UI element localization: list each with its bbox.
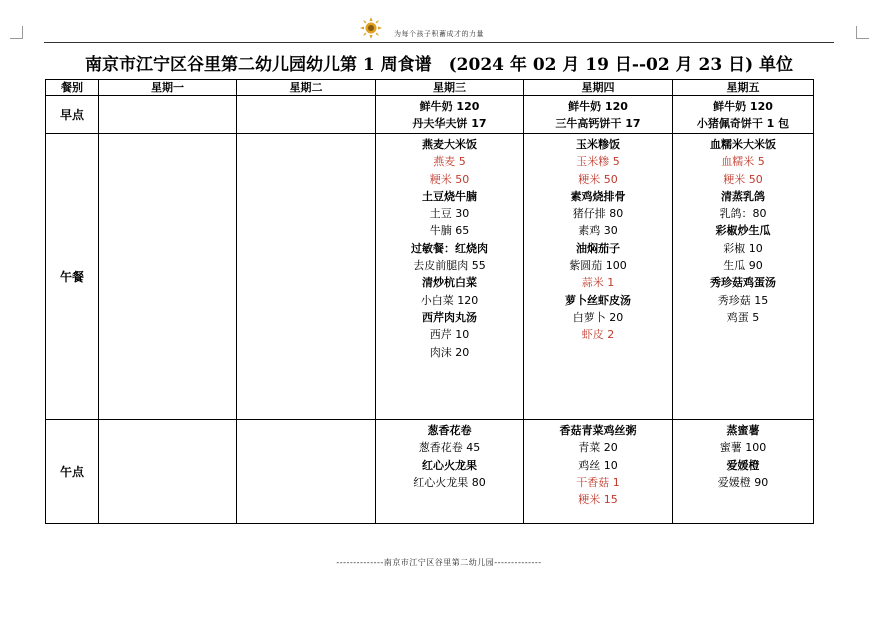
meal-label: 早点 [46, 96, 99, 134]
menu-cell [237, 96, 376, 134]
dish-name: 红心火龙果 [422, 458, 477, 472]
ingredient-line: 虾皮 2 [581, 328, 615, 342]
dish-name: 油焖茄子 [576, 241, 620, 255]
ingredient-line: 粳米 50 [723, 172, 763, 186]
ingredient-line: 肉沫 20 [429, 345, 470, 359]
table-row [46, 96, 814, 134]
ingredient-line: 粳米 15 [578, 493, 618, 507]
sun-logo-icon [360, 17, 382, 39]
menu-cell [524, 134, 673, 420]
menu-cell [99, 134, 237, 420]
dish-name: 萝卜丝虾皮汤 [565, 293, 631, 307]
ingredient-line: 玉米糁 5 [576, 155, 620, 169]
ingredient-line: 红心火龙果 80 [413, 475, 486, 489]
table-row [46, 134, 814, 420]
dish-name: 土豆烧牛腩 [422, 189, 477, 203]
menu-cell [99, 96, 237, 134]
menu-cell [524, 420, 673, 524]
header-rule [44, 42, 834, 43]
column-header: 星期二 [237, 80, 376, 96]
ingredient-line: 白萝卜 20 [572, 310, 624, 324]
table-row [46, 420, 814, 524]
menu-cell [376, 96, 524, 134]
ingredient-line: 鸡蛋 5 [726, 310, 760, 324]
column-header: 星期一 [99, 80, 237, 96]
ingredient-line: 秀珍菇 15 [717, 293, 769, 307]
dish-name: 鲜牛奶 120 [419, 100, 480, 113]
ingredient-line: 葱香花卷 45 [418, 441, 481, 455]
menu-cell [673, 134, 814, 420]
menu-cell [673, 96, 814, 134]
ingredient-line: 血糯米 5 [721, 155, 765, 169]
menu-cell [376, 134, 524, 420]
dish-name: 彩椒炒生瓜 [715, 224, 771, 238]
dish-name: 香菇青菜鸡丝粥 [559, 424, 637, 437]
ingredient-line: 牛腩 65 [429, 224, 470, 238]
dish-name: 葱香花卷 [427, 424, 472, 437]
page-footer: --------------南京市江宁区谷里第二幼儿园-------------- [336, 558, 542, 567]
menu-cell [99, 420, 237, 524]
ingredient-line: 干香菇 1 [576, 475, 620, 489]
meal-label: 午餐 [46, 134, 99, 420]
menu-cell [237, 134, 376, 420]
ingredient-line: 粳米 50 [578, 172, 618, 186]
column-header: 星期三 [376, 80, 524, 96]
meal-label: 午点 [46, 420, 99, 524]
dish-name: 丹夫华夫饼 17 [412, 117, 487, 131]
dish-name: 小猪佩奇饼干 1 包 [696, 117, 790, 131]
dish-name: 清炒杭白菜 [422, 276, 477, 290]
dish-name: 血糯米大米饭 [710, 138, 776, 151]
dish-name: 素鸡烧排骨 [570, 189, 626, 203]
menu-cell [524, 96, 673, 134]
ingredient-line: 素鸡 30 [578, 224, 618, 238]
ingredient-line: 小白菜 120 [420, 293, 479, 307]
page-title: 南京市江宁区谷里第二幼儿园幼儿第 1 周食谱 (2024 年 02 月 19 日--02 月 23 日) 单位 [84, 55, 794, 75]
dish-name: 燕麦大米饭 [422, 138, 477, 151]
ingredient-line: 去皮前腿肉 55 [413, 259, 486, 273]
dish-name: 爱媛橙 [726, 458, 760, 472]
ingredient-line: 爱媛橙 90 [717, 475, 769, 489]
ingredient-line: 蒜米 1 [581, 276, 615, 290]
ingredient-line: 青菜 20 [578, 441, 618, 455]
ingredient-line: 鸡丝 10 [578, 458, 618, 472]
ingredient-line: 燕麦 5 [433, 155, 466, 169]
table-header-row [46, 80, 814, 96]
ingredient-line: 土豆 30 [429, 207, 470, 221]
ingredient-line: 生瓜 90 [723, 259, 763, 273]
page-corner-mark-left [10, 26, 23, 39]
column-header: 星期四 [524, 80, 673, 96]
dish-name: 鲜牛奶 120 [568, 100, 628, 113]
dish-name: 清蒸乳鸽 [721, 189, 765, 203]
dish-name: 西芹肉丸汤 [422, 310, 477, 324]
ingredient-line: 猪仔排 80 [572, 207, 624, 221]
dish-name: 过敏餐：红烧肉 [411, 241, 488, 255]
menu-cell [673, 420, 814, 524]
ingredient-line: 紫圆茄 100 [569, 259, 627, 273]
header-slogan: 为每个孩子积蓄成才的力量 [394, 30, 484, 38]
page-corner-mark-right [856, 26, 869, 39]
dish-name: 玉米糁饭 [576, 138, 620, 151]
dish-name: 秀珍菇鸡蛋汤 [710, 276, 776, 290]
ingredient-line: 彩椒 10 [723, 241, 763, 255]
ingredient-line: 乳鸽：80 [719, 207, 767, 221]
ingredient-line: 蜜薯 100 [719, 441, 767, 455]
column-header: 餐别 [46, 80, 99, 96]
dish-name: 三牛高钙饼干 17 [555, 117, 641, 131]
ingredient-line: 西芹 10 [429, 328, 470, 342]
dish-name: 蒸蜜薯 [726, 424, 760, 437]
weekly-menu-table [45, 79, 814, 524]
menu-cell [376, 420, 524, 524]
menu-cell [237, 420, 376, 524]
dish-name: 鲜牛奶 120 [713, 100, 773, 113]
column-header: 星期五 [673, 80, 814, 96]
ingredient-line: 粳米 50 [429, 172, 470, 186]
